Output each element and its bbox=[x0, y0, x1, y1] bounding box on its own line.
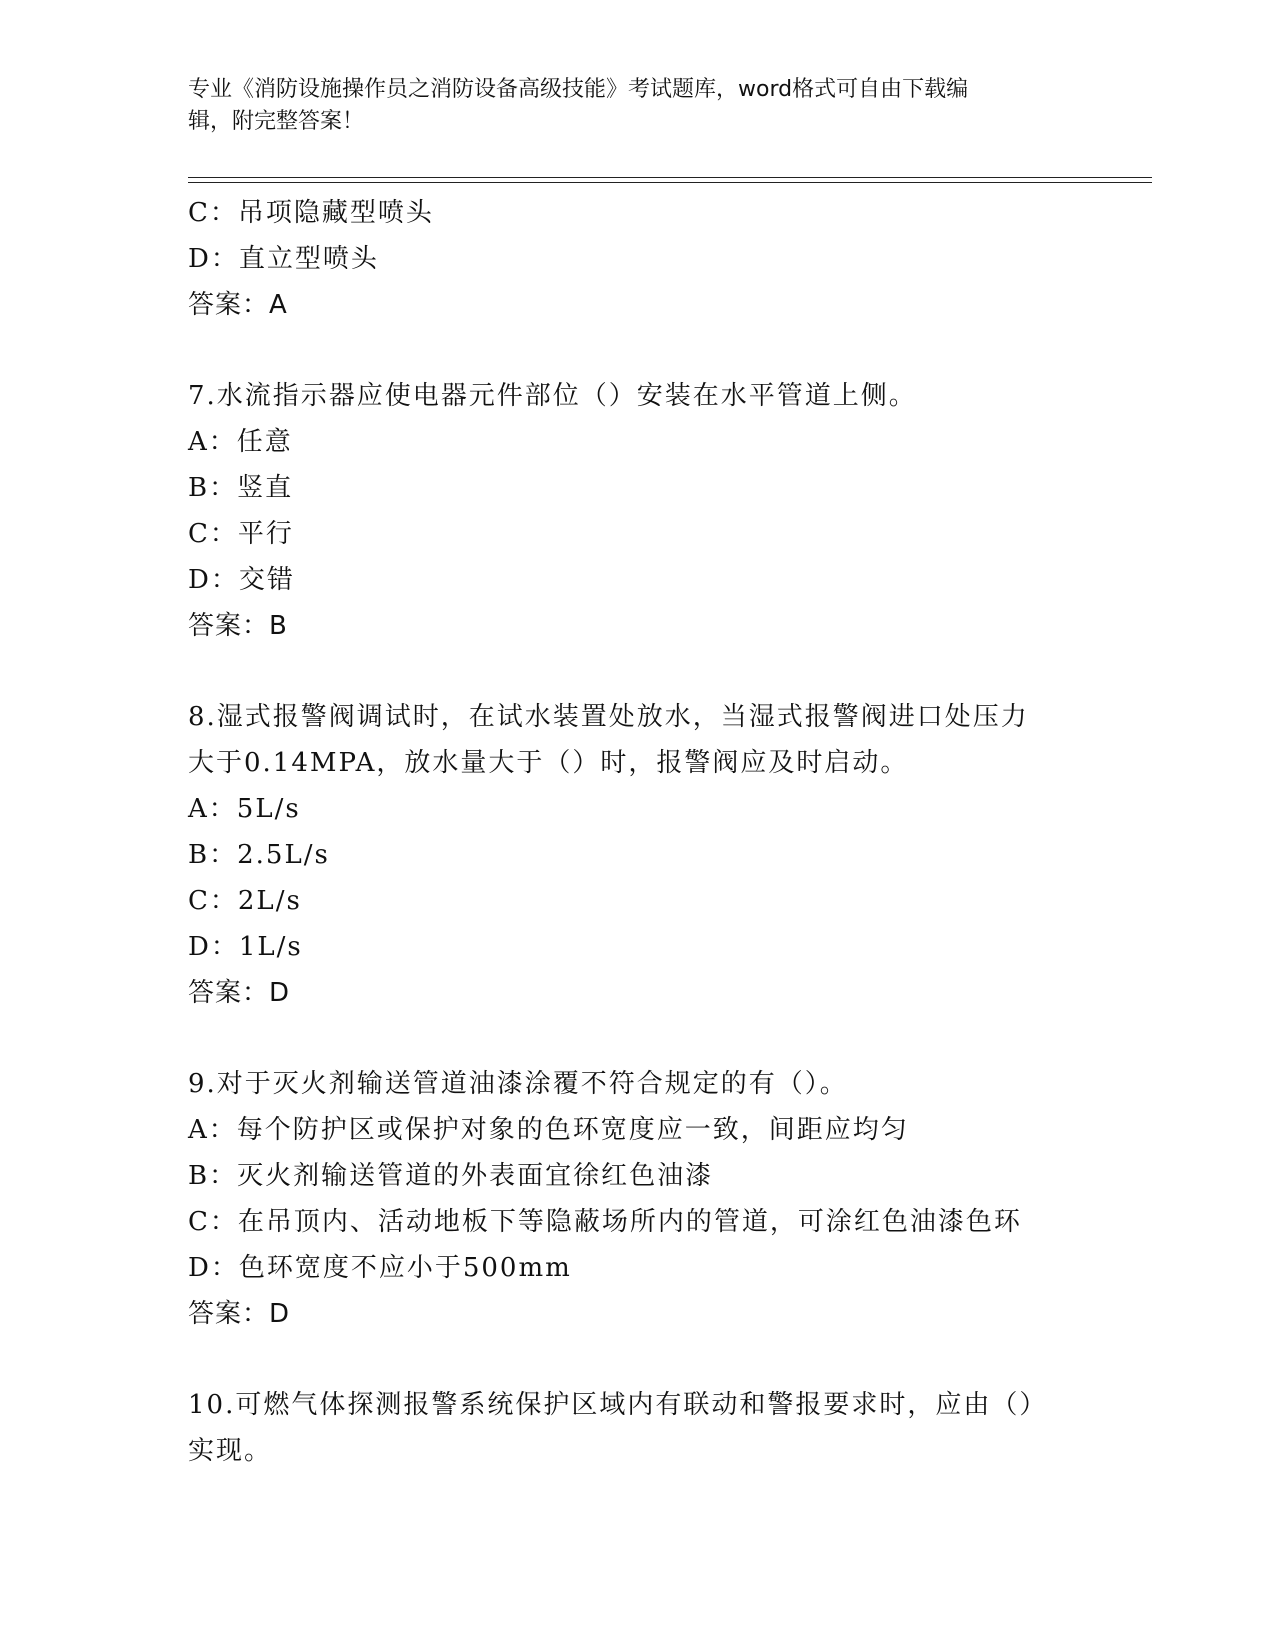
option-b: B：竖直 bbox=[188, 473, 294, 503]
option-b: B：2.5L/s bbox=[188, 840, 330, 870]
option-d: D：直立型喷头 bbox=[188, 244, 379, 274]
answer: 答案：D bbox=[188, 978, 291, 1008]
question-text: 9.对于灭火剂输送管道油漆涂覆不符合规定的有（）。 bbox=[188, 1069, 848, 1099]
question-10 bbox=[188, 1382, 1088, 1474]
option-d: D：交错 bbox=[188, 565, 295, 595]
answer: 答案：D bbox=[188, 1299, 291, 1329]
option-d: D：色环宽度不应小于500mm bbox=[188, 1253, 572, 1283]
option-c: C：在吊顶内、活动地板下等隐蔽场所内的管道，可涂红色油漆色环 bbox=[188, 1207, 1022, 1237]
header-rule-top bbox=[188, 177, 1152, 178]
option-c: C：2L/s bbox=[188, 886, 302, 916]
header-rule-bottom bbox=[188, 182, 1152, 183]
page-header bbox=[188, 74, 1068, 138]
answer: 答案：A bbox=[188, 290, 288, 320]
header-line-1: 专业《消防设施操作员之消防设备高级技能》考试题库，word格式可自由下载编 bbox=[188, 77, 969, 102]
option-a: A：任意 bbox=[188, 427, 293, 457]
option-a: A：5L/s bbox=[188, 794, 301, 824]
question-text-cont: 实现。 bbox=[188, 1436, 273, 1466]
option-c: C：平行 bbox=[188, 519, 294, 549]
question-text-cont: 大于0.14MPA，放水量大于（）时，报警阀应及时启动。 bbox=[188, 748, 909, 778]
question-8 bbox=[188, 694, 1088, 1016]
question-text: 10.可燃气体探测报警系统保护区域内有联动和警报要求时，应由（） bbox=[188, 1390, 1048, 1420]
option-d: D：1L/s bbox=[188, 932, 303, 962]
question-9 bbox=[188, 1061, 1088, 1337]
question-list bbox=[188, 190, 1088, 1474]
question-6-tail bbox=[188, 190, 1088, 328]
answer: 答案：B bbox=[188, 611, 288, 641]
option-c: C：吊项隐藏型喷头 bbox=[188, 198, 434, 228]
option-a: A：每个防护区或保护对象的色环宽度应一致，间距应均匀 bbox=[188, 1115, 909, 1145]
option-b: B：灭火剂输送管道的外表面宜徐红色油漆 bbox=[188, 1161, 714, 1191]
question-text: 7.水流指示器应使电器元件部位（）安装在水平管道上侧。 bbox=[188, 381, 917, 411]
question-7 bbox=[188, 373, 1088, 649]
header-line-2: 辑，附完整答案！ bbox=[188, 109, 365, 134]
question-text: 8.湿式报警阀调试时，在试水装置处放水，当湿式报警阀进口处压力 bbox=[188, 702, 1029, 732]
